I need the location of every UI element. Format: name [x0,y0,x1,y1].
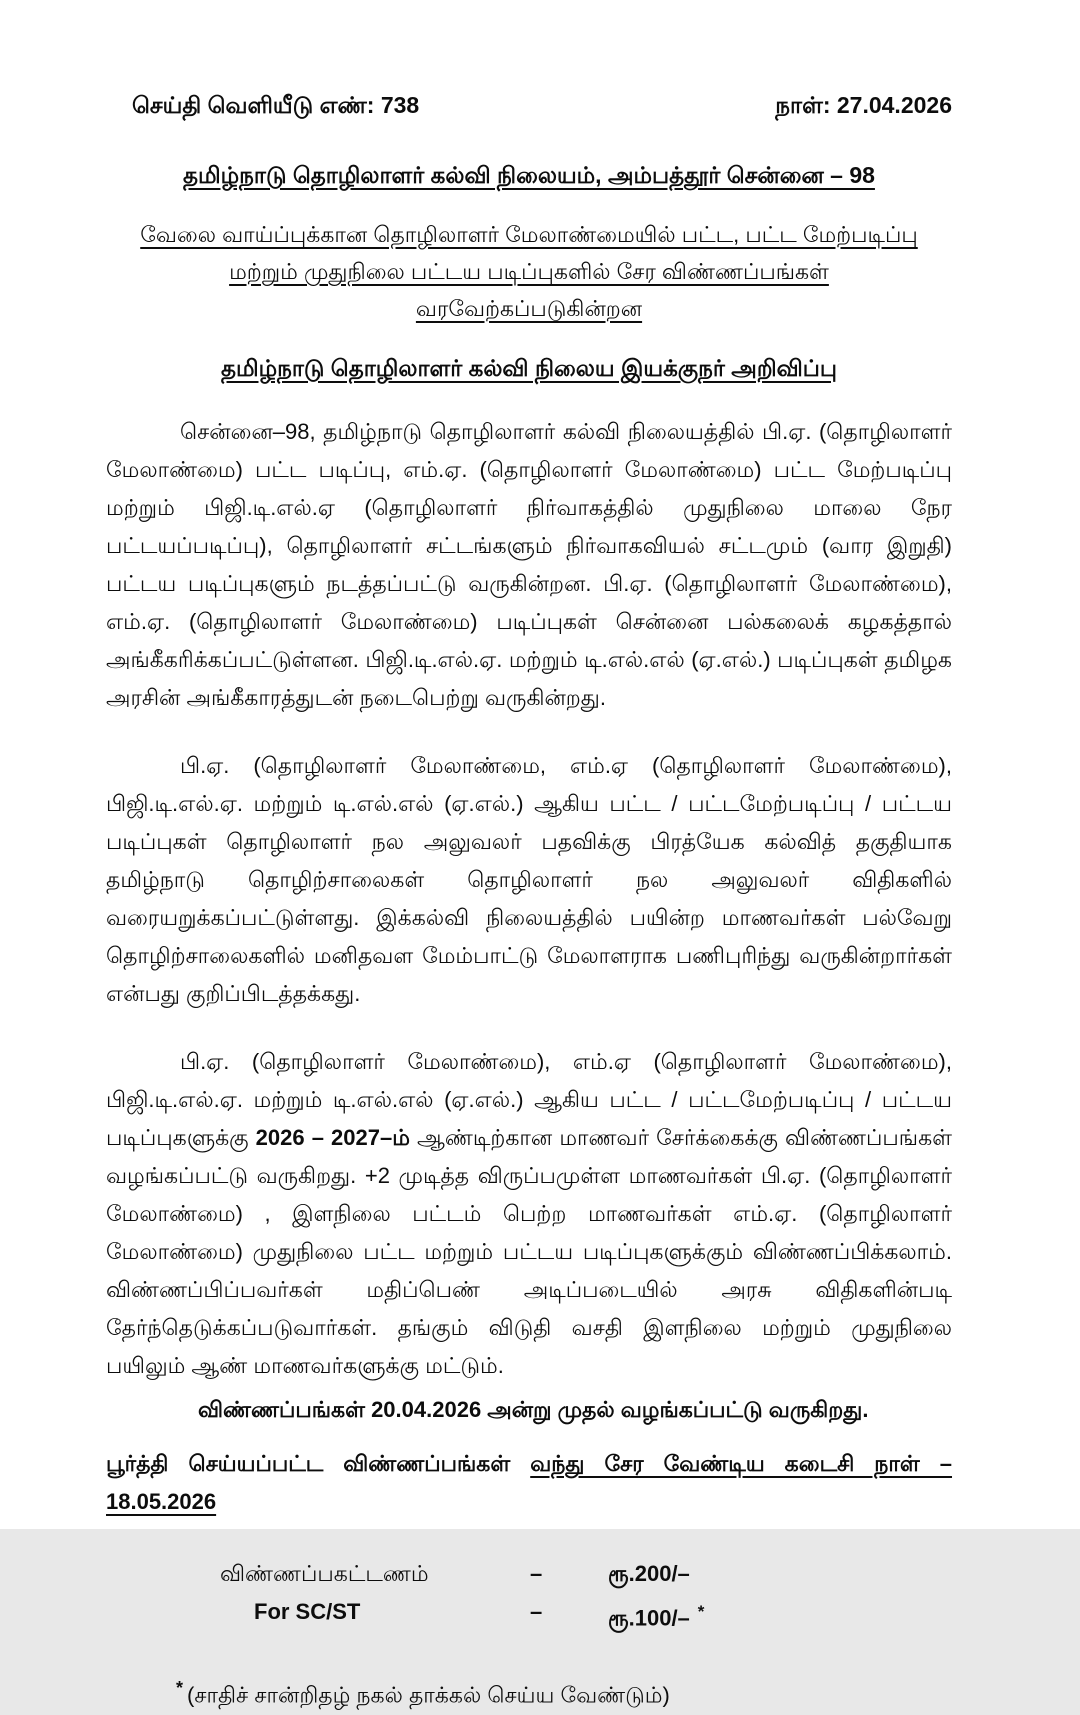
footnote [106,1669,952,1714]
application-deadline-line [106,1445,952,1521]
fee-row [106,1593,952,1637]
subtitle-line: வரவேற்கப்படுகின்றன [415,296,643,321]
document-title: தமிழ்நாடு தொழிலாளர் கல்வி நிலையம், அம்பத்தூர் சென்னை – 98 [183,162,875,188]
fee-dash: – [530,1561,543,1586]
fee-dash: – [530,1599,543,1624]
fee-table [106,1555,952,1637]
asterisk-icon: * [176,1678,184,1699]
document-subtitle [106,216,952,327]
fee-amount: ரூ.200/– [608,1561,690,1586]
deadline-date: வந்து சேர வேண்டிய கடைசி நாள் – 18.05.2026 [106,1451,953,1514]
deadline-prefix: பூர்த்தி செய்யப்பட்ட விண்ணப்பங்கள் [106,1451,531,1476]
section-heading: தமிழ்நாடு தொழிலாளர் கல்வி நிலைய இயக்குநர் அறிவிப்பு [220,355,838,381]
paragraph: பி.ஏ. (தொழிலாளர் மேலாண்மை), எம்.ஏ (தொழிலாளர் மேலாண்மை), பிஜி.டி.எல்.ஏ. மற்றும் டி.எல்.எல் (ஏ.எல்.) ஆகிய பட்ட / பட்டமேற்படிப்பு / பட்டய படிப்புகளுக்கு 2026 – 2027–ம் ஆண்டிற்கான மாணவர் சேர்க்கைக்கு விண்ணப்பங்கள் வழங்கப்பட்டு வருகிறது. +2 முடித்த விருப்பமுள்ள மாணவர்கள் பி.ஏ. (தொழிலாளர் மேலாண்மை) , இளநிலை பட்டம் பெற்ற மாணவர்கள் எம்.ஏ. (தொழிலாளர் மேலாண்மை) முதுநிலை பட்ட மற்றும் பட்டய படிப்புகளுக்கும் விண்ணப்பிக்கலாம். விண்ணப்பிப்பவர்கள் மதிப்பெண் அடிப்படையில் அரசு விதிகளின்படி தேர்ந்தெடுக்கப்படுவார்கள். தங்கும் விடுதி வசதி இளநிலை மற்றும் முதுநிலை பயிலும் ஆண் மாணவர்களுக்கு மட்டும். [106,1049,952,1378]
subtitle-line: மற்றும் முதுநிலை பட்டய படிப்புகளில் சேர விண்ணப்பங்கள் [229,259,829,284]
asterisk-icon: * [697,1602,705,1621]
fee-label: விண்ணப்பகட்டணம் [220,1561,429,1586]
release-number: செய்தி வெளியீடு எண்: 738 [132,92,420,118]
release-date: நாள்: 27.04.2026 [775,92,952,118]
application-start-notice: விண்ணப்பங்கள் 20.04.2026 அன்று முதல் வழங்கப்பட்டு வருகிறது. [198,1397,869,1422]
document-header [106,86,952,124]
paragraph: பி.ஏ. (தொழிலாளர் மேலாண்மை, எம்.ஏ (தொழிலாளர் மேலாண்மை), பிஜி.டி.எல்.ஏ. மற்றும் டி.எல்.எல் (ஏ.எல்.) ஆகிய பட்ட / பட்டமேற்படிப்பு / பட்டய படிப்புகள் தொழிலாளர் நல அலுவலர் பதவிக்கு பிரத்யேக கல்வித் தகுதியாக தமிழ்நாடு தொழிற்சாலைகள் தொழிலாளர் நல அலுவலர் விதிகளில் வரையறுக்கப்பட்டுள்ளது. இக்கல்வி நிலையத்தில் பயின்ற மாணவர்கள் பல்வேறு தொழிற்சாலைகளில் மனிதவள மேம்பாட்டு மேலாளராக பணிபுரிந்து வருகின்றார்கள் என்பது குறிப்பிடத்தக்கது. [106,753,952,1006]
body-paragraphs [106,413,952,1385]
footnote-text: (சாதிச் சான்றிதழ் நகல் தாக்கல் செய்ய வேண்டும்) [187,1682,670,1708]
fee-amount: ரூ.100/– * [608,1602,705,1631]
paragraph: சென்னை–98, தமிழ்நாடு தொழிலாளர் கல்வி நிலையத்தில் பி.ஏ. (தொழிலாளர் மேலாண்மை) பட்ட படிப்பு, எம்.ஏ. (தொழிலாளர் மேலாண்மை) பட்ட மேற்படிப்பு மற்றும் பிஜி.டி.எல்.ஏ (தொழிலாளர் நிர்வாகத்தில் முதுநிலை மாலை நேர பட்டயப்படிப்பு), தொழிலாளர் சட்டங்களும் நிர்வாகவியல் சட்டமும் (வார இறுதி) பட்டய படிப்புகளும் நடத்தப்பட்டு வருகின்றன. பி.ஏ. (தொழிலாளர் மேலாண்மை), எம்.ஏ. (தொழிலாளர் மேலாண்மை) படிப்புகள் சென்னை பல்கலைக் கழகத்தால் அங்கீகரிக்கப்பட்டுள்ளன. பிஜி.டி.எல்.ஏ. மற்றும் டி.எல்.எல் (ஏ.எல்.) படிப்புகள் தமிழக அரசின் அங்கீகாரத்துடன் நடைபெற்று வருகின்றது. [106,419,952,710]
fee-label: For SC/ST [254,1599,361,1624]
subtitle-line: வேலை வாய்ப்புக்கான தொழிலாளர் மேலாண்மையில் பட்ட, பட்ட மேற்படிப்பு [140,222,918,247]
fee-row [106,1555,952,1593]
